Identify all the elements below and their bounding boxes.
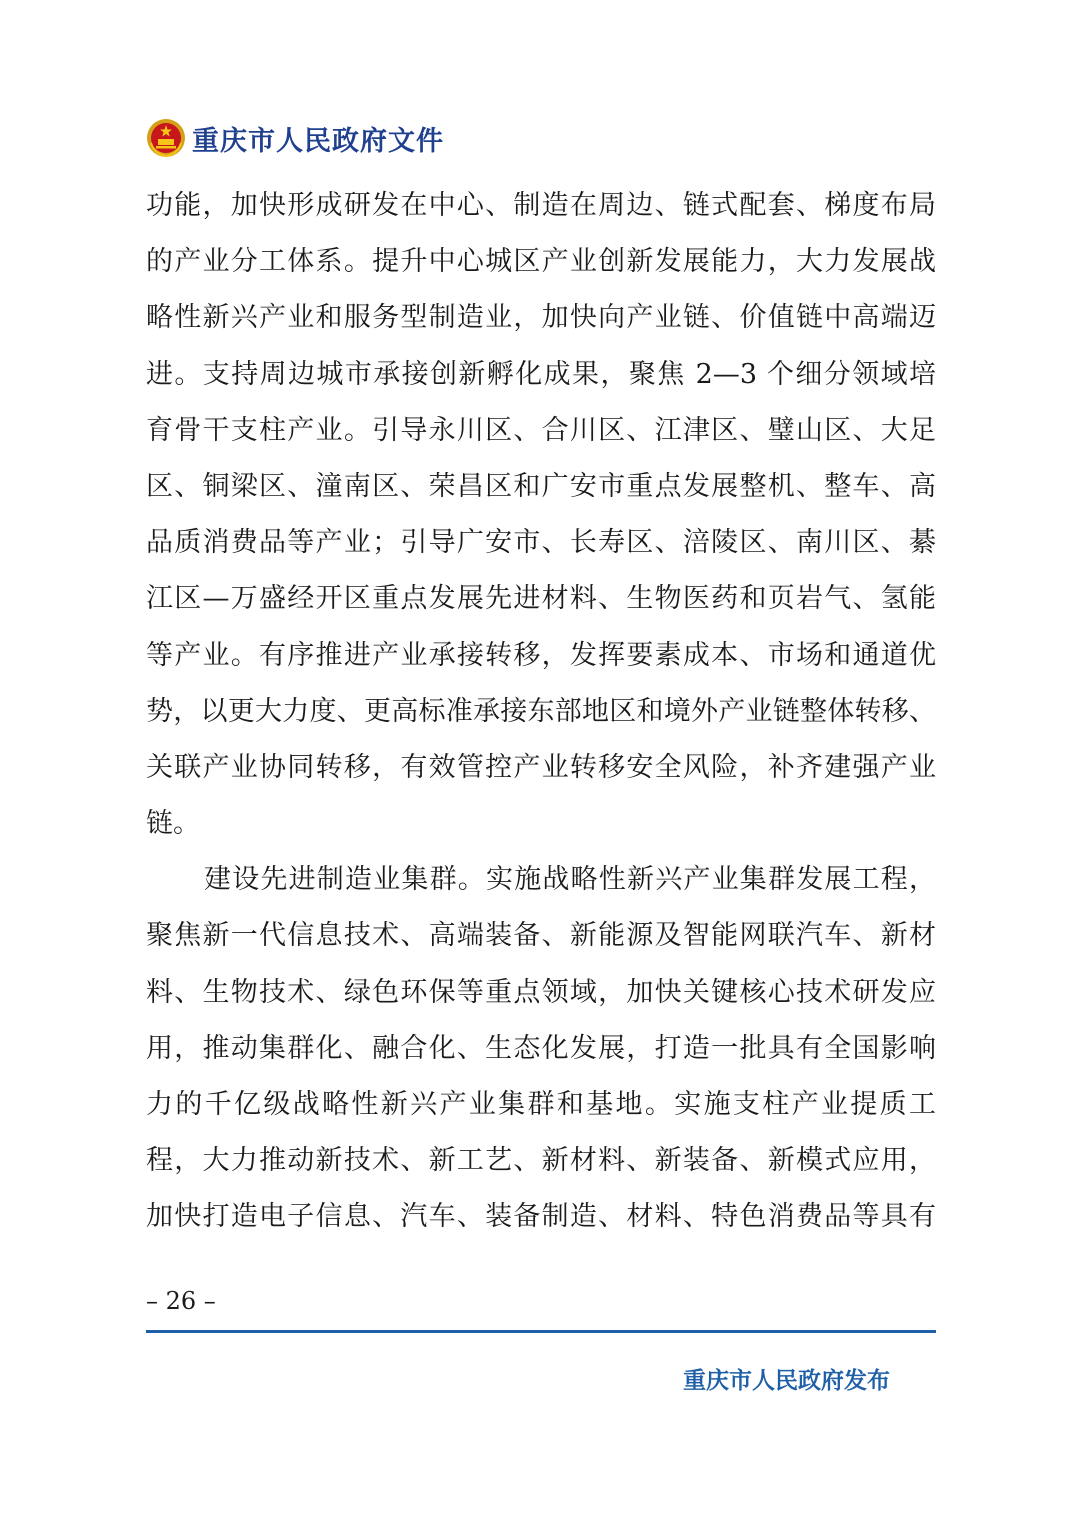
body-line: 加快打造电子信息、汽车、装备制造、材料、特色消费品等具有 — [146, 1201, 936, 1233]
document-body — [146, 178, 936, 1246]
body-line: 关联产业协同转移，有效管控产业转移安全风险，补齐建强产业 — [146, 751, 936, 783]
body-line: 用，推动集群化、融合化、生态化发展，打造一批具有全国影响 — [146, 1032, 936, 1064]
paragraph-start-line: 建设先进制造业集群。实施战略性新兴产业集群发展工程， — [204, 864, 936, 896]
body-line: 区、铜梁区、潼南区、荣昌区和广安市重点发展整机、整车、高 — [146, 470, 936, 502]
body-line: 育骨干支柱产业。引导永川区、合川区、江津区、璧山区、大足 — [146, 414, 936, 446]
body-line: 功能，加快形成研发在中心、制造在周边、链式配套、梯度布局 — [146, 190, 936, 221]
body-line: 链。 — [146, 808, 200, 840]
body-line: 略性新兴产业和服务型制造业，加快向产业链、价值链中高端迈 — [146, 302, 936, 334]
document-header — [146, 118, 444, 158]
body-line: 的产业分工体系。提升中心城区产业创新发展能力，大力发展战 — [146, 246, 936, 278]
body-line: 程，大力推动新技术、新工艺、新材料、新装备、新模式应用， — [146, 1145, 936, 1177]
body-line: 力的千亿级战略性新兴产业集群和基地。实施支柱产业提质工 — [146, 1089, 936, 1120]
footer-divider — [146, 1330, 936, 1333]
body-line: 料、生物技术、绿色环保等重点领域，加快关键核心技术研发应 — [146, 976, 936, 1008]
page-number: – 26 – — [146, 1287, 216, 1315]
body-line: 聚焦新一代信息技术、高端装备、新能源及智能网联汽车、新材 — [146, 920, 936, 952]
body-line: 进。支持周边城市承接创新孵化成果，聚焦 2—3 个细分领域培 — [146, 358, 936, 390]
publisher-label: 重庆市人民政府发布 — [683, 1368, 890, 1394]
body-line: 势，以更大力度、更高标准承接东部地区和境外产业链整体转移、 — [146, 695, 936, 727]
national-emblem-icon — [146, 118, 186, 158]
body-line: 品质消费品等产业；引导广安市、长寿区、涪陵区、南川区、綦 — [146, 527, 936, 559]
body-line: 江区—万盛经开区重点发展先进材料、生物医药和页岩气、氢能 — [146, 583, 936, 615]
body-line: 等产业。有序推进产业承接转移，发挥要素成本、市场和通道优 — [146, 639, 936, 671]
header-title: 重庆市人民政府文件 — [192, 125, 444, 157]
